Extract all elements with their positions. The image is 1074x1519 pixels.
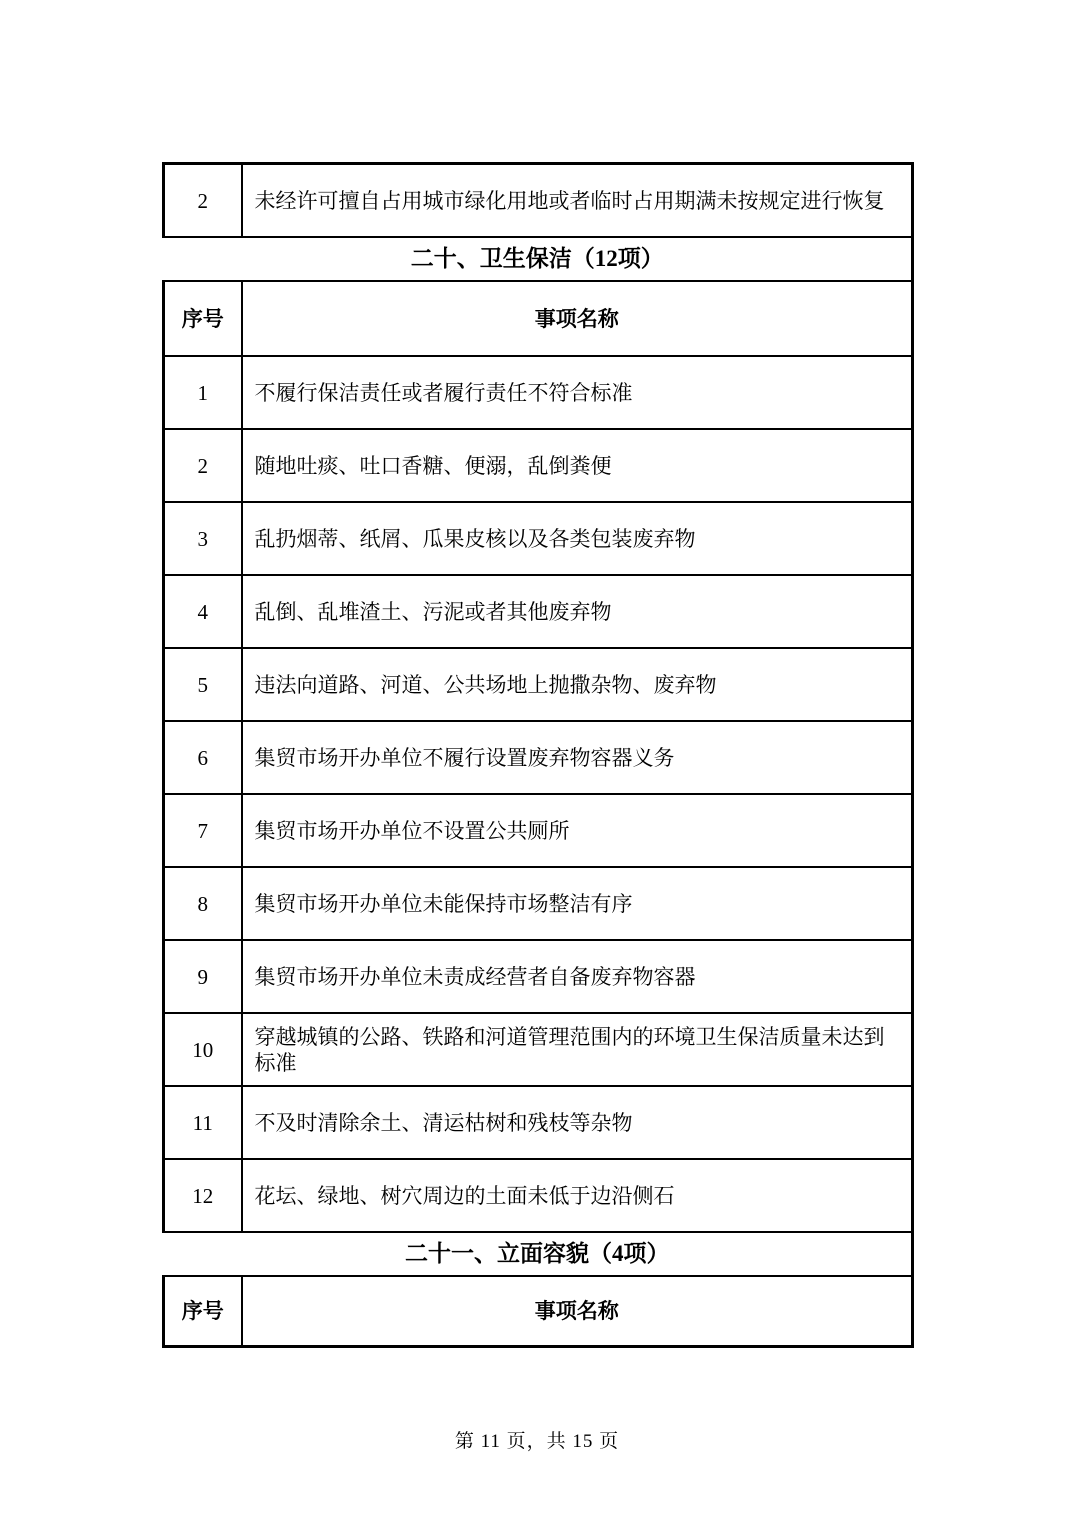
table-row: [164, 648, 913, 721]
item-name-cell: 穿越城镇的公路、铁路和河道管理范围内的环境卫生保洁质量未达到标准: [242, 1013, 913, 1086]
table-row: [164, 794, 913, 867]
item-name-cell: 集贸市场开办单位不设置公共厕所: [242, 794, 913, 867]
item-name-cell: 花坛、绿地、树穴周边的土面未低于边沿侧石: [242, 1159, 913, 1232]
table-row: [164, 429, 913, 502]
page-number: 第 11 页，共 15 页: [454, 1431, 620, 1452]
item-name-cell: 未经许可擅自占用城市绿化用地或者临时占用期满未按规定进行恢复: [242, 164, 913, 238]
header-cell-number: 序号: [164, 1276, 242, 1347]
row-number-cell: 9: [164, 940, 242, 1013]
header-cell-number: 序号: [164, 281, 242, 356]
table-row: [164, 1159, 913, 1232]
table-row: [164, 575, 913, 648]
row-number-cell: 11: [164, 1086, 242, 1159]
item-name-cell: 集贸市场开办单位不履行设置废弃物容器义务: [242, 721, 913, 794]
item-name-cell: 集贸市场开办单位未能保持市场整洁有序: [242, 867, 913, 940]
row-number-cell: 8: [164, 867, 242, 940]
row-number-cell: 3: [164, 502, 242, 575]
row-number-cell: 2: [164, 429, 242, 502]
section-heading-text: 二十、卫生保洁（12项）: [164, 237, 913, 281]
item-name-cell: 乱扔烟蒂、纸屑、瓜果皮核以及各类包装废弃物: [242, 502, 913, 575]
header-cell-name: 事项名称: [242, 1276, 913, 1347]
table-row: [164, 867, 913, 940]
table-row: [164, 940, 913, 1013]
table-row: [164, 1013, 913, 1086]
section-heading-facade: [164, 1232, 913, 1276]
table-row: [164, 502, 913, 575]
header-cell-name: 事项名称: [242, 281, 913, 356]
table-header-row: [164, 1276, 913, 1347]
item-name-cell: 乱倒、乱堆渣土、污泥或者其他废弃物: [242, 575, 913, 648]
item-name-cell: 违法向道路、河道、公共场地上抛撒杂物、废弃物: [242, 648, 913, 721]
row-number-cell: 5: [164, 648, 242, 721]
table-row: [164, 1086, 913, 1159]
table-header-row: [164, 281, 913, 356]
row-number-cell: 7: [164, 794, 242, 867]
table-row: [164, 356, 913, 429]
item-name-cell: 不履行保洁责任或者履行责任不符合标准: [242, 356, 913, 429]
table-row: [164, 164, 913, 238]
table-row: [164, 721, 913, 794]
row-number-cell: 1: [164, 356, 242, 429]
item-name-cell: 不及时清除余土、清运枯树和残枝等杂物: [242, 1086, 913, 1159]
row-number-cell: 6: [164, 721, 242, 794]
row-number-cell: 12: [164, 1159, 242, 1232]
item-name-cell: 随地吐痰、吐口香糖、便溺，乱倒粪便: [242, 429, 913, 502]
section-heading-sanitation: [164, 237, 913, 281]
section-heading-text: 二十一、立面容貌（4项）: [164, 1232, 913, 1276]
row-number-cell: 10: [164, 1013, 242, 1086]
item-name-cell: 集贸市场开办单位未责成经营者自备废弃物容器: [242, 940, 913, 1013]
items-table: [162, 162, 914, 1348]
row-number-cell: 2: [164, 164, 242, 238]
row-number-cell: 4: [164, 575, 242, 648]
